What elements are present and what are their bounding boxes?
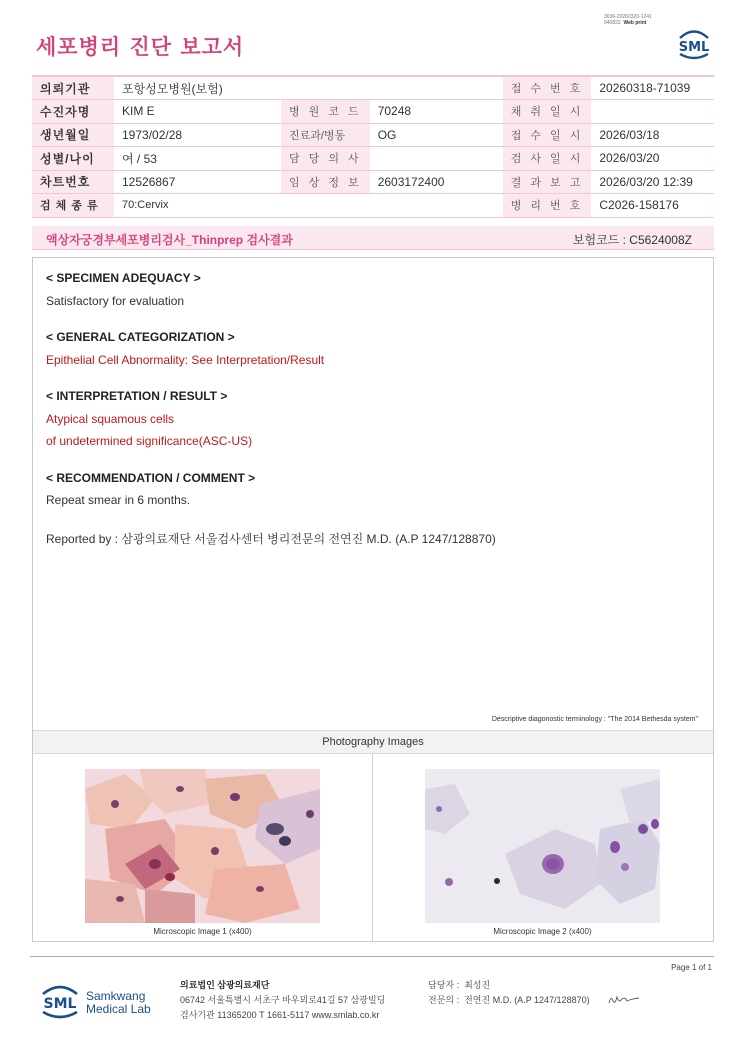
section-heading-categorization: < GENERAL CATEGORIZATION > bbox=[46, 330, 235, 344]
info-row bbox=[32, 123, 714, 147]
web-print-label: Web print bbox=[623, 20, 647, 26]
info-value: 2026/03/20 bbox=[591, 147, 714, 171]
info-label: 차트번호 bbox=[32, 170, 114, 194]
info-value: OG bbox=[370, 123, 503, 147]
info-label: 수진자명 bbox=[32, 100, 114, 124]
section-heading-adequacy: < SPECIMEN ADEQUACY > bbox=[46, 271, 201, 285]
org-contact: 검사기관 11365200 T 1661-5117 www.smlab.co.kr bbox=[180, 1010, 380, 1020]
photo-section-header: Photography Images bbox=[33, 730, 713, 754]
info-value: 70:Cervix bbox=[114, 194, 503, 218]
exam-title-bar bbox=[32, 226, 714, 250]
org-address: 06742 서울특별시 서초구 바우뫼로41길 57 삼광빌딩 bbox=[180, 995, 386, 1005]
photo-divider bbox=[372, 754, 373, 942]
info-label: 결 과 보 고 bbox=[503, 170, 592, 194]
info-label: 접 수 일 시 bbox=[503, 123, 592, 147]
sml-footer-logo-icon bbox=[37, 980, 83, 1020]
info-row bbox=[32, 76, 714, 100]
section-text-recommendation: Repeat smear in 6 months. bbox=[46, 493, 191, 507]
info-label: 성별/나이 bbox=[32, 147, 114, 171]
org-name: 의료법인 삼광의료재단 bbox=[180, 980, 270, 990]
info-label: 병 리 번 호 bbox=[503, 194, 592, 218]
info-value: 포항성모병원(보험) bbox=[114, 76, 503, 100]
brand-name-line2: Medical Lab bbox=[86, 1002, 151, 1016]
info-value bbox=[370, 147, 503, 171]
sml-logo-icon bbox=[674, 26, 714, 60]
info-value: 1973/02/28 bbox=[114, 123, 281, 147]
section-text-adequacy: Satisfactory for evaluation bbox=[46, 294, 185, 308]
page-number: Page 1 of 1 bbox=[671, 963, 712, 972]
footer-divider bbox=[30, 956, 714, 957]
info-label: 생년월일 bbox=[32, 123, 114, 147]
image-1-caption: Microscopic Image 1 (x400) bbox=[153, 927, 252, 936]
info-row bbox=[32, 100, 714, 124]
info-value: 12526867 bbox=[114, 170, 281, 194]
print-meta-line2: 040822 bbox=[604, 20, 621, 26]
sml-logo-text: SML bbox=[678, 40, 710, 55]
section-text-interpretation-1: Atypical squamous cells bbox=[46, 412, 175, 426]
info-value: 2026/03/18 bbox=[591, 123, 714, 147]
info-label: 접 수 번 호 bbox=[503, 76, 592, 100]
insurance-code: 보험코드 : C5624008Z bbox=[572, 233, 692, 247]
info-row bbox=[32, 194, 714, 218]
info-label: 담 당 의 사 bbox=[281, 147, 370, 171]
terminology-note: Descriptive diagonostic terminology : "The 2014 Bethesda system" bbox=[491, 716, 698, 723]
doctor-label: 전문의 : bbox=[428, 995, 460, 1005]
reported-by: Reported by : 삼광의료재단 서울검사센터 병리전문의 전연진 M.D. (A.P 1247/128870) bbox=[46, 532, 496, 546]
info-label: 진료과/병동 bbox=[281, 123, 370, 147]
info-value: 여 / 53 bbox=[114, 147, 281, 171]
info-value: 70248 bbox=[370, 100, 503, 124]
sml-footer-logo-text: SML bbox=[43, 996, 77, 1012]
info-label: 병 원 코 드 bbox=[281, 100, 370, 124]
print-meta bbox=[604, 14, 704, 26]
signature-icon bbox=[607, 993, 641, 1007]
microscopic-image-1 bbox=[85, 769, 320, 923]
brand-name-line1: Samkwang bbox=[86, 989, 146, 1003]
staff-name: 최성진 bbox=[464, 980, 491, 990]
patient-info-table bbox=[32, 75, 714, 218]
image-2-caption: Microscopic Image 2 (x400) bbox=[493, 927, 592, 936]
staff-info bbox=[428, 978, 590, 1008]
doctor-name: 전연진 M.D. (A.P 1247/128870) bbox=[464, 995, 590, 1005]
org-info bbox=[180, 978, 385, 1023]
info-value: 2603172400 bbox=[370, 170, 503, 194]
info-label: 임 상 정 보 bbox=[281, 170, 370, 194]
info-row bbox=[32, 147, 714, 171]
result-panel bbox=[32, 257, 714, 942]
info-value: 2026/03/20 12:39 bbox=[591, 170, 714, 194]
info-label: 검 사 일 시 bbox=[503, 147, 592, 171]
brand-name bbox=[86, 990, 151, 1016]
info-value: 20260318-71039 bbox=[591, 76, 714, 100]
section-text-categorization: Epithelial Cell Abnormality: See Interpretation/Result bbox=[46, 353, 325, 367]
print-meta-line1: 3036-20260320-1241 bbox=[604, 14, 652, 20]
section-text-interpretation-2: of undetermined significance(ASC-US) bbox=[46, 434, 253, 448]
section-heading-recommendation: < RECOMMENDATION / COMMENT > bbox=[46, 471, 256, 485]
info-value: KIM E bbox=[114, 100, 281, 124]
info-label: 검 체 종 류 bbox=[32, 194, 114, 218]
info-value: C2026-158176 bbox=[591, 194, 714, 218]
info-label: 채 취 일 시 bbox=[503, 100, 592, 124]
info-row bbox=[32, 170, 714, 194]
staff-label: 담당자 : bbox=[428, 980, 460, 990]
exam-title: 액상자궁경부세포병리검사_Thinprep 검사결과 bbox=[46, 233, 293, 247]
microscopic-image-2 bbox=[425, 769, 660, 923]
info-label: 의뢰기관 bbox=[32, 76, 114, 100]
info-value bbox=[591, 100, 714, 124]
report-title: 세포병리 진단 보고서 bbox=[36, 35, 245, 59]
section-heading-interpretation: < INTERPRETATION / RESULT > bbox=[46, 389, 228, 403]
